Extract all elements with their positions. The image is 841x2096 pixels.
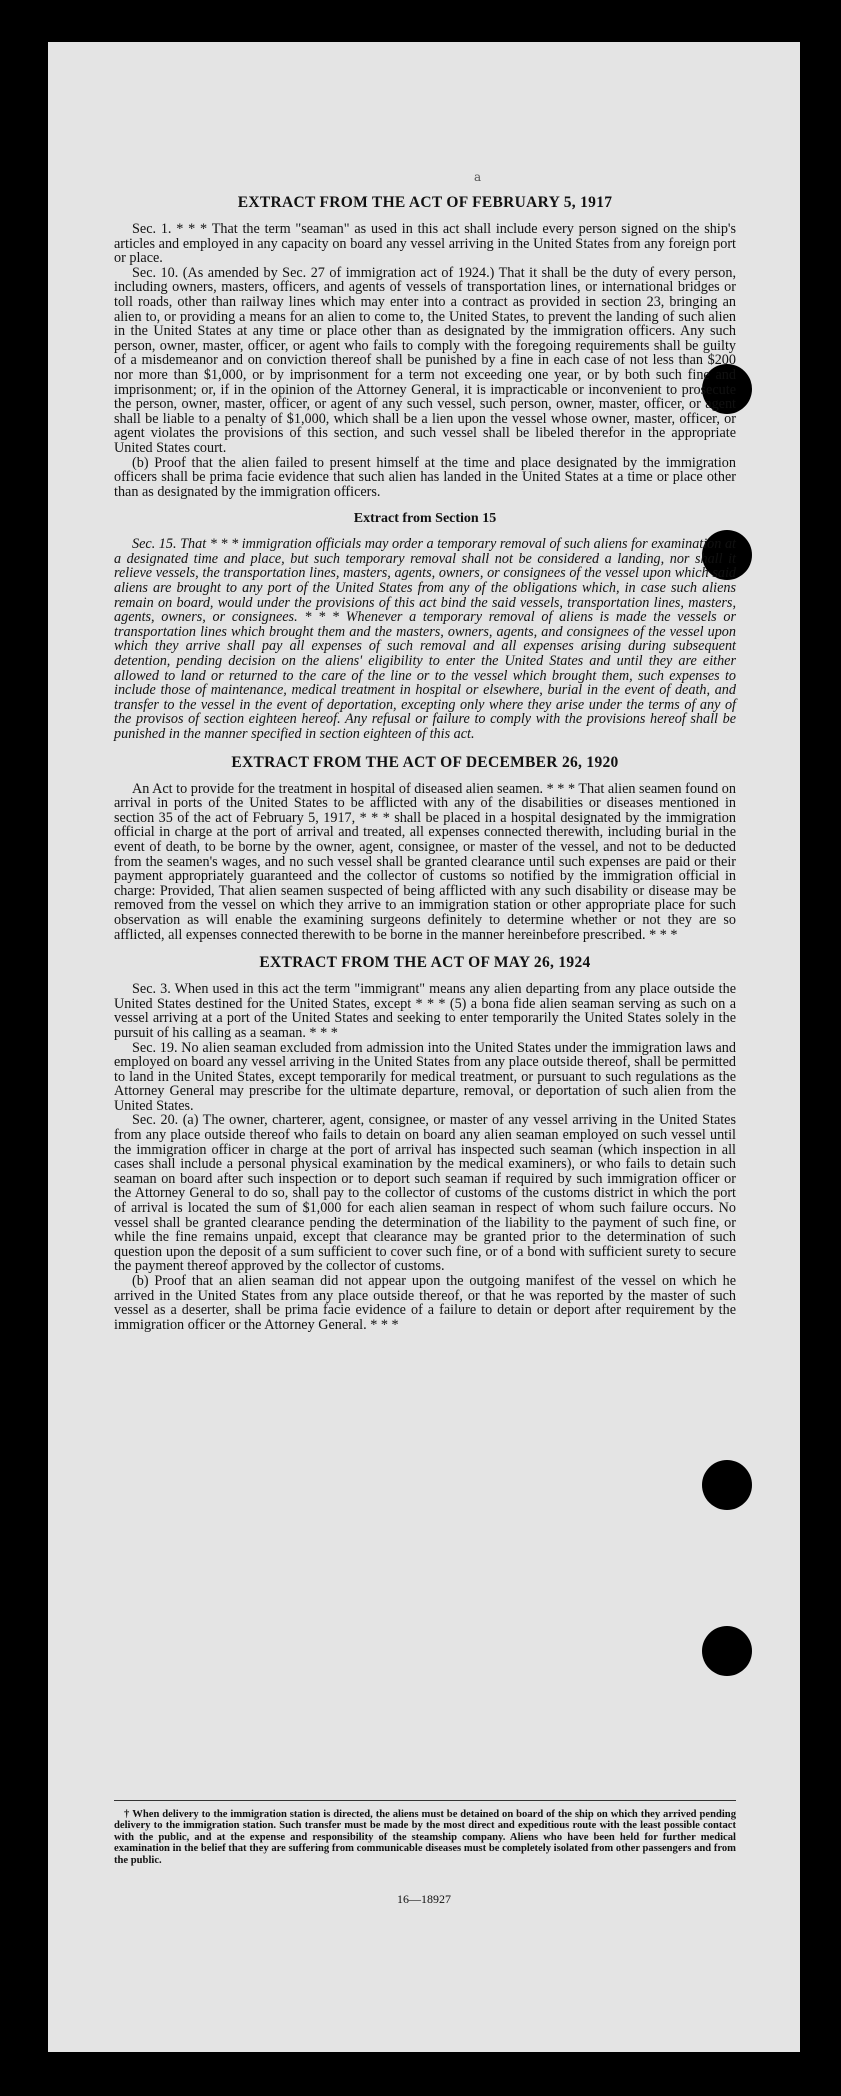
document-page [48, 42, 800, 2052]
act-1920-section [114, 754, 736, 943]
footnote [114, 1800, 736, 1866]
sec-15-paragraph: Sec. 15. That * * * immigration officials may order a temporary removal of such aliens for examination at a designated time and place, but such temporary removal shall not be considered a landing, nor shall it relieve vessels, the transportation lines, masters, agents, owners, or consignees of the vessel upon which said aliens are brought to any port of the United States from any of the obligations which, in case such aliens remain on board, would under the provisions of this act bind the said vessels, transportation lines, masters, agents, owners, or consignees. * * * Whenever a temporary removal of aliens is made the vessels or transportation lines which brought them and the masters, owners, agents, and consignees of the vessel upon which they arrive shall pay all expenses of such removal and all expenses arising during subsequent detention, pending decision on the aliens' eligibility to enter the United States and until they are either allowed to land or returned to the care of the line or to the vessel which brought them, such expenses to include those of maintenance, medical treatment in hospital or elsewhere, burial in the event of death, and transfer to the vessel in the event of deportation, excepting only where they arise under the terms of any of the provisos of section eighteen hereof. Any refusal or failure to comply with the provisions hereof shall be punished in the manner specified in section eighteen of this act. [114, 536, 736, 742]
sec-10b-paragraph: (b) Proof that the alien failed to present himself at the time and place designated by the immigration officers shall be prima facie evidence that such alien has landed in the United States at a time or place other than as designated by the immigration officers. [114, 454, 736, 500]
document-body [114, 194, 736, 1344]
sec-19-paragraph: Sec. 19. No alien seaman excluded from admission into the United States under the immigration laws and employed on board any vessel arriving in the United States from any place outside thereof, shall be permitted to land in the United States, except temporarily for medical treatment, or pursuant to such regulations as the Attorney General may prescribe for the ultimate departure, removal, or deportation of such alien from the United States. [114, 1039, 736, 1114]
act-1920-heading: EXTRACT FROM THE ACT OF DECEMBER 26, 1920 [231, 753, 619, 771]
section-15-heading: Extract from Section 15 [353, 511, 497, 527]
footnote-text: † When delivery to the immigration station is directed, the aliens must be detained on board of the ship on which they arrived pending delivery to the immigration station. Such transfer must be made by the most direct and expeditious route with the least possible contact with the public, and at the expense and responsibility of the steamship company. Aliens who have been held for further medical examination in the belief that they are suffering from communicable diseases must be completely isolated from other passengers and from the public. [114, 1809, 736, 1866]
punch-hole [702, 1626, 752, 1676]
act-1924-heading: EXTRACT FROM THE ACT OF MAY 26, 1924 [259, 954, 591, 972]
act-1917-section [114, 194, 736, 499]
form-code: 16—18927 [397, 1892, 451, 1906]
punch-hole [702, 1460, 752, 1510]
section-15-extract [114, 511, 736, 741]
sec-3-paragraph: Sec. 3. When used in this act the term "immigrant" means any alien departing from any place outside the United States destined for the United States, except * * * (5) a bona fide alien seaman serving as such on a vessel arriving at a port of the United States and seeking to enter temporarily the United States solely in the pursuit of his calling as a seaman. * * * [114, 981, 736, 1041]
page-mark: a [474, 170, 482, 184]
sec-10-paragraph: Sec. 10. (As amended by Sec. 27 of immigration act of 1924.) That it shall be the duty of every person, including owners, masters, officers, and agents of vessels of transportation lines, or international bridges or toll roads, other than railway lines which may enter into a contract as provided in section 23, bringing an alien to, or providing a means for an alien to come to, the United States, to prevent the landing of such alien in the United States at any time or place other than as designated by the immigration officers. Any such person, owner, master, officer, or agent who fails to comply with the foregoing requirements shall be guilty of a misdemeanor and on conviction thereof shall be punished by a fine in each case of not less than $200 nor more than $1,000, or by imprisonment for a term not exceeding one year, or by both such fine and imprisonment; or, if in the opinion of the Attorney General, it is impracticable or inconvenient to prosecute the person, owner, master, officer, or agent of any such vessel, such person, owner, master, officer, or agent shall be liable to a penalty of $1,000, which shall be a lien upon the vessel whose owner, master, officer, or agent violates the provisions of this section, and such vessel shall be libeled therefor in the appropriate United States court. [114, 264, 736, 456]
act-1917-heading: EXTRACT FROM THE ACT OF FEBRUARY 5, 1917 [237, 194, 613, 211]
sec-20b-paragraph: (b) Proof that an alien seaman did not appear upon the outgoing manifest of the vessel on which he arrived in the United States from any place outside thereof, or that he was reported by the master of such vessel as a deserter, shall be prima facie evidence of a failure to detain or deport after requirement by the immigration officer or the Attorney General. * * * [114, 1273, 736, 1333]
act-1924-section [114, 954, 736, 1332]
sec-20a-paragraph: Sec. 20. (a) The owner, charterer, agent, consignee, or master of any vessel arriving in the United States from any place outside thereof who fails to detain on board any alien seaman employed on such vessel until the immigration officer in charge at the port of arrival has inspected such seaman (which inspection in all cases shall include a personal physical examination by the medical examiners), or who fails to detain such seaman on board after such inspection or to deport such seaman if required by such immigration officer or the Attorney General to do so, shall pay to the collector of customs of the customs district in which the port of arrival is located the sum of $1,000 for each alien seaman in respect of whom such failure occurs. No vessel shall be granted clearance pending the determination of the liability to the payment of such fine, or while the fine remains unpaid, except that clearance may be granted prior to the determination of such question upon the deposit of a sum sufficient to cover such fine, or of a bond with sufficient surety to secure the payment thereof approved by the collector of customs. [114, 1112, 736, 1275]
sec-1-paragraph: Sec. 1. * * * That the term "seaman" as used in this act shall include every person signed on the ship's articles and employed in any capacity on board any vessel arriving in the United States from any foreign port or place. [114, 221, 736, 267]
act-1920-paragraph: An Act to provide for the treatment in hospital of diseased alien seamen. * * * That alien seamen found on arrival in ports of the United States to be afflicted with any of the disabilities or diseases mentioned in section 35 of the act of February 5, 1917, * * * shall be placed in a hospital designated by the immigration official in charge at the port of arrival and treated, all expenses connected therewith, including burial in the event of death, to be borne by the owner, agent, consignee, or master of the vessel, and not to be deducted from the seamen's wages, and no such vessel shall be granted clearance until such expenses are paid or their payment appropriately guaranteed and the collector of customs so notified by the immigration official in charge: Provided, That alien seamen suspected of being afflicted with any such disability or disease may be removed from the vessel on which they arrive to an immigration station or other appropriate place for such observation as will enable the examining surgeons definitely to determine whether or not they are so afflicted, all expenses connected therewith to be borne in the manner hereinbefore prescribed. * * * [114, 780, 736, 943]
